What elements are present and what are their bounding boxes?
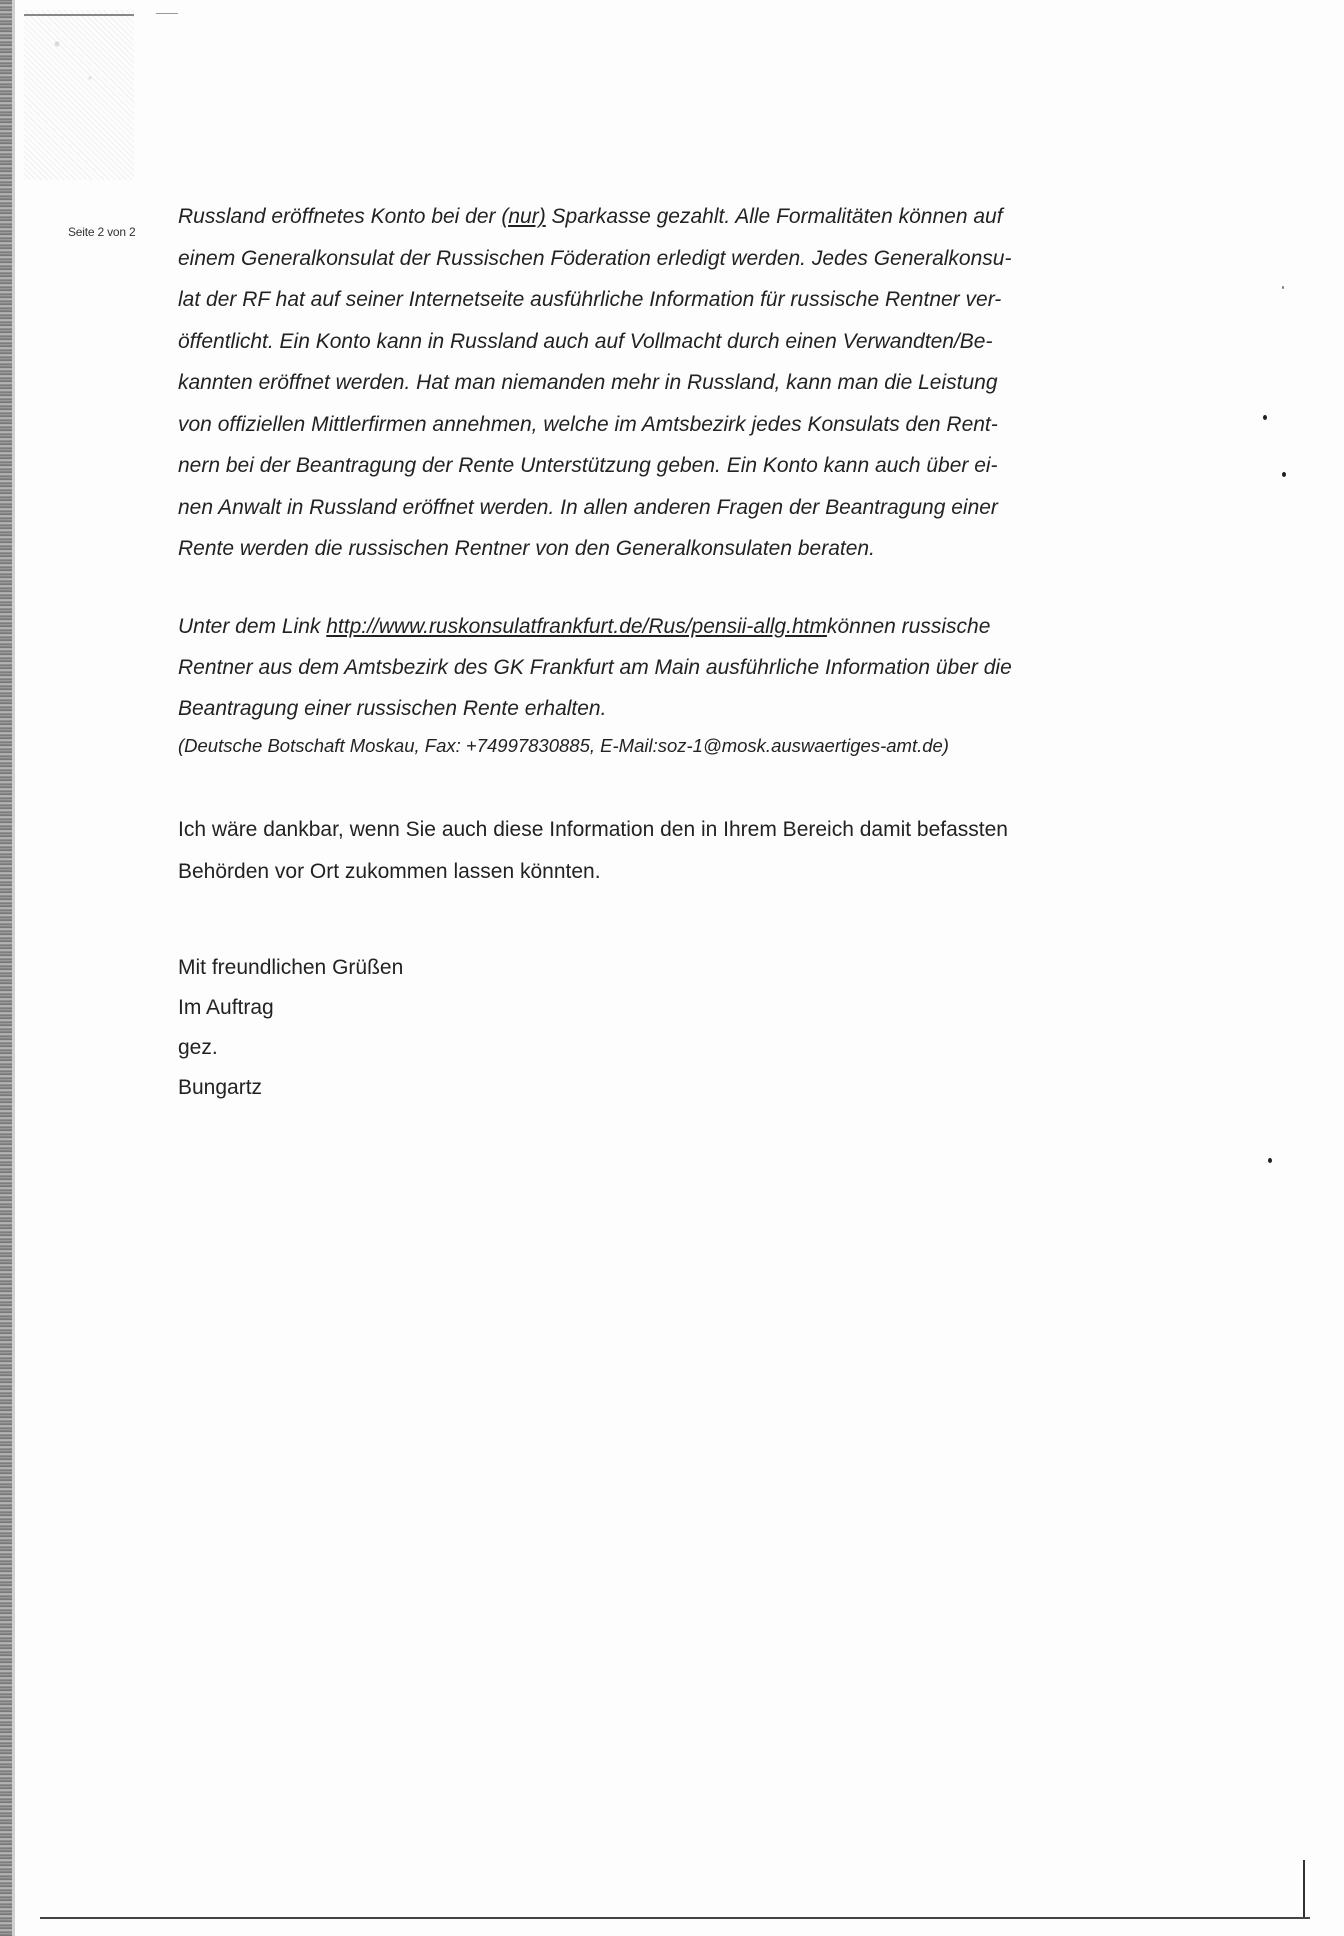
- text-line: Rentner aus dem Amtsbezirk des GK Frankfurt am Main ausführliche Information über die: [178, 656, 1012, 679]
- signatory-name: Bungartz: [178, 1076, 263, 1099]
- page-number-label: Seite 2 von 2: [68, 225, 136, 239]
- text-line: kannten eröffnet werden. Hat man niemanden mehr in Russland, kann man die Leistung: [178, 371, 998, 394]
- text-line: nern bei der Beantragung der Rente Unterstützung geben. Ein Konto kann auch über ei-: [178, 454, 998, 477]
- text-line: lat der RF hat auf seiner Internetseite ausführliche Information für russische Rentner ver-: [178, 288, 1002, 311]
- consulate-link[interactable]: http://www.ruskonsulatfrankfurt.de/Rus/pensii-allg.htm: [326, 615, 827, 638]
- scan-speck: [1263, 415, 1267, 420]
- closing-block: [178, 948, 403, 1108]
- scan-top-tick: [156, 13, 178, 14]
- paragraph-request: [178, 809, 1008, 893]
- text-line: von offiziellen Mittlerfirmen annehmen, welche im Amtsbezirk jedes Konsulats den Rent-: [178, 412, 998, 436]
- text-line: Ich wäre dankbar, wenn Sie auch diese Information den in Ihrem Bereich damit befassten: [178, 818, 1008, 841]
- closing-greeting: Mit freundlichen Grüßen: [178, 956, 404, 979]
- text-line: Unter dem Link http://www.ruskonsulatfrankfurt.de/Rus/pensii-allg.htmkönnen russische: [178, 615, 991, 638]
- scan-speck: [1282, 472, 1286, 477]
- text-line: öffentlicht. Ein Konto kann in Russland auch auf Vollmacht durch einen Verwandten/Be-: [178, 329, 993, 353]
- scan-top-line: [24, 14, 134, 16]
- paragraph-pension-account: [178, 196, 1108, 570]
- scan-edge-artifact: [0, 0, 12, 1936]
- text-line: nen Anwalt in Russland eröffnet werden. In allen anderen Fragen der Beantragung einer: [178, 495, 998, 519]
- scan-speck: [1268, 1158, 1272, 1163]
- text-line: Russland eröffnetes Konto bei der (nur) Sparkasse gezahlt. Alle Formalitäten können auf: [178, 205, 1003, 228]
- text-line: einem Generalkonsulat der Russischen Föderation erledigt werden. Jedes Generalkonsu-: [178, 246, 1012, 270]
- scan-bottom-line: [40, 1917, 1310, 1919]
- scan-edge-shadow: [12, 0, 15, 1936]
- scan-bottom-mark: [1303, 1860, 1305, 1918]
- closing-signed: gez.: [178, 1036, 218, 1059]
- text-line: Rente werden die russischen Rentner von den Generalkonsulaten beraten.: [178, 537, 875, 560]
- text-line: Beantragung einer russischen Rente erhalten.: [178, 697, 607, 720]
- text-line: Behörden vor Ort zukommen lassen könnten.: [178, 860, 601, 883]
- paragraph-consulate-link: [178, 606, 1108, 729]
- underlined-word: (nur): [501, 205, 546, 228]
- embassy-contact-line: (Deutsche Botschaft Moskau, Fax: +74997830885, E-Mail:soz-1@mosk.auswaertiges-amt.de): [178, 735, 949, 756]
- scan-smudge: [24, 10, 134, 180]
- closing-order: Im Auftrag: [178, 996, 274, 1019]
- scan-speck: [1282, 286, 1284, 289]
